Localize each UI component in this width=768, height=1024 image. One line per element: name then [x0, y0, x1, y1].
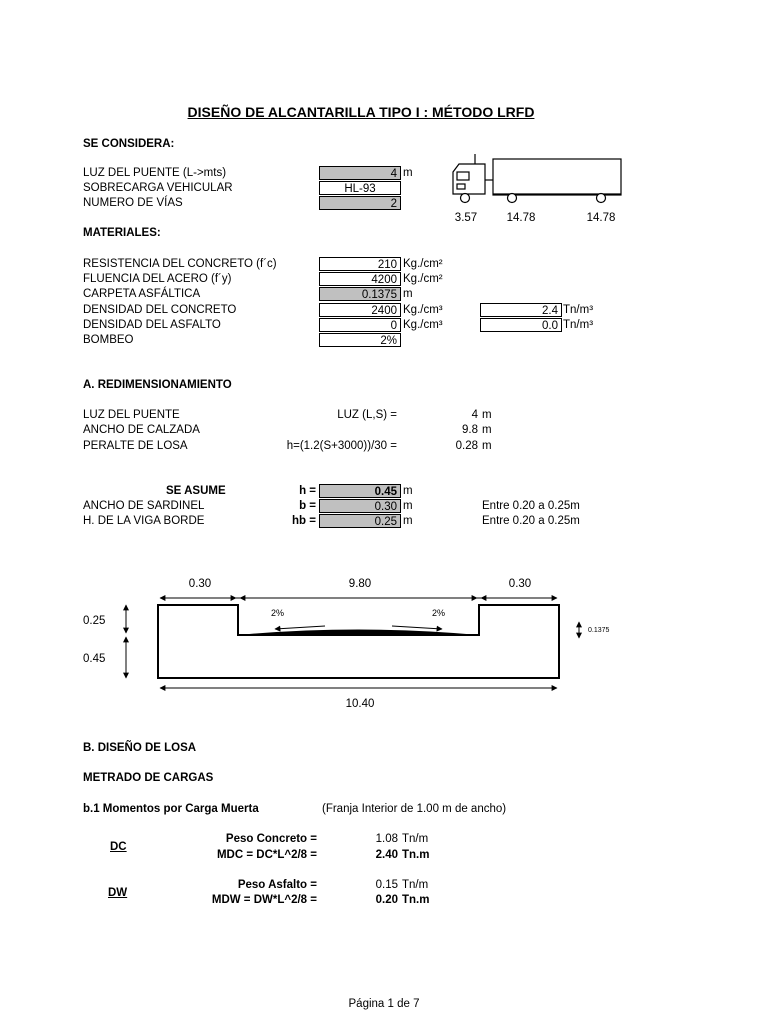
redim-peralte-unit: m [482, 440, 492, 452]
se-considera-heading: SE CONSIDERA: [83, 138, 175, 150]
dc-peso-unit: Tn/m [402, 833, 429, 845]
carpeta-unit: m [403, 288, 413, 300]
se-asume-heading: SE ASUME [166, 485, 226, 497]
truck-icon [445, 150, 625, 212]
redim-peralte-label: PERALTE DE LOSA [83, 440, 188, 452]
sardinel-label: ANCHO DE SARDINEL [83, 500, 205, 512]
viga-borde-label: H. DE LA VIGA BORDE [83, 515, 205, 527]
materiales-heading: MATERIALES: [83, 227, 161, 239]
vias-value-field[interactable]: 2 [319, 196, 401, 210]
fluencia-value-field[interactable]: 4200 [319, 272, 401, 286]
sobrecarga-label: SOBRECARGA VEHICULAR [83, 182, 233, 194]
mdc-label: MDC = DC*L^2/8 = [216, 849, 317, 861]
dc-peso-label: Peso Concreto = [225, 833, 317, 845]
dens-asfalto-value-field[interactable]: 0 [319, 318, 401, 332]
viga-borde-symbol: hb = [292, 515, 316, 527]
cross-section-diagram [110, 590, 630, 700]
redim-luz-value: 4 [471, 409, 478, 421]
metrado-heading: METRADO DE CARGAS [83, 772, 214, 784]
dens-asfalto-tn-unit: Tn/m³ [563, 319, 594, 331]
page-number: Página 1 de 7 [348, 998, 420, 1010]
asphalt-thickness-label: 0.1375 [588, 627, 610, 634]
resistencia-unit: Kg./cm² [403, 258, 443, 270]
dens-asfalto-tn-value: 0.0 [480, 318, 562, 332]
resistencia-label: RESISTENCIA DEL CONCRETO (f´c) [83, 258, 277, 270]
asume-h-value-field[interactable]: 0.45 [319, 484, 401, 498]
dens-concreto-tn-unit: Tn/m³ [563, 304, 594, 316]
redim-peralte-value: 0.28 [455, 440, 478, 452]
vias-label: NUMERO DE VÍAS [83, 197, 183, 209]
section-dim-right: 0.30 [508, 578, 532, 590]
luz-unit: m [403, 167, 413, 179]
dw-tag: DW [108, 887, 128, 899]
redim-luz-label: LUZ DEL PUENTE [83, 409, 180, 421]
section-dim-bottom: 10.40 [345, 698, 375, 710]
redim-luz-formula: LUZ (L,S) = [337, 409, 397, 421]
dens-concreto-unit: Kg./cm³ [403, 304, 443, 316]
asume-h-symbol: h = [299, 485, 316, 497]
dens-concreto-label: DENSIDAD DEL CONCRETO [83, 304, 237, 316]
franja-note: (Franja Interior de 1.00 m de ancho) [322, 803, 507, 815]
sardinel-value-field[interactable]: 0.30 [319, 499, 401, 513]
redim-peralte-formula: h=(1.2(S+3000))/30 = [286, 440, 397, 452]
mdw-value: 0.20 [375, 894, 398, 906]
asume-h-unit: m [403, 485, 413, 497]
page-title: DISEÑO DE ALCANTARILLA TIPO I : MÉTODO LRFD [187, 104, 535, 120]
bombeo-label: BOMBEO [83, 334, 134, 346]
dw-peso-unit: Tn/m [402, 879, 429, 891]
slope-right-label: 2% [432, 608, 446, 618]
truck-load-rear: 14.78 [586, 212, 616, 224]
slope-left-label: 2% [271, 608, 285, 618]
fluencia-label: FLUENCIA DEL ACERO (f´y) [83, 273, 232, 285]
viga-borde-note: Entre 0.20 a 0.25m [482, 515, 580, 527]
section-dim-middle: 9.80 [348, 578, 372, 590]
dw-peso-label: Peso Asfalto = [237, 879, 317, 891]
luz-value-field[interactable]: 4 [319, 166, 401, 180]
truck-load-front: 3.57 [454, 212, 478, 224]
mdc-value: 2.40 [375, 849, 398, 861]
resistencia-value-field[interactable]: 210 [319, 257, 401, 271]
redim-luz-unit: m [482, 409, 492, 421]
dens-asfalto-label: DENSIDAD DEL ASFALTO [83, 319, 221, 331]
bombeo-value-field[interactable]: 2% [319, 333, 401, 347]
section-dim-lower-left: 0.45 [83, 653, 106, 665]
carpeta-label: CARPETA ASFÁLTICA [83, 288, 201, 300]
redim-calzada-unit: m [482, 424, 492, 436]
mdw-label: MDW = DW*L^2/8 = [211, 894, 317, 906]
sardinel-unit: m [403, 500, 413, 512]
truck-load-middle: 14.78 [506, 212, 536, 224]
mdw-unit: Tn.m [402, 894, 430, 906]
section-dim-upper-left: 0.25 [83, 615, 106, 627]
dc-peso-value: 1.08 [375, 833, 398, 845]
sardinel-symbol: b = [299, 500, 316, 512]
mdc-unit: Tn.m [402, 849, 430, 861]
b1-heading: b.1 Momentos por Carga Muerta [83, 803, 259, 815]
carpeta-value-field[interactable]: 0.1375 [319, 287, 401, 301]
dens-asfalto-unit: Kg./cm³ [403, 319, 443, 331]
luz-label: LUZ DEL PUENTE (L->mts) [83, 167, 227, 179]
sardinel-note: Entre 0.20 a 0.25m [482, 500, 580, 512]
section-dim-left: 0.30 [188, 578, 212, 590]
fluencia-unit: Kg./cm² [403, 273, 443, 285]
dens-concreto-tn-value: 2.4 [480, 303, 562, 317]
viga-borde-unit: m [403, 515, 413, 527]
dw-peso-value: 0.15 [375, 879, 398, 891]
dens-concreto-value-field[interactable]: 2400 [319, 303, 401, 317]
losa-heading: B. DISEÑO DE LOSA [83, 742, 197, 754]
sobrecarga-value-field[interactable]: HL-93 [319, 181, 401, 195]
redim-heading: A. REDIMENSIONAMIENTO [83, 379, 232, 391]
dc-tag: DC [110, 841, 127, 853]
redim-calzada-value: 9.8 [462, 424, 478, 436]
redim-calzada-label: ANCHO DE CALZADA [83, 424, 200, 436]
viga-borde-value-field[interactable]: 0.25 [319, 514, 401, 528]
